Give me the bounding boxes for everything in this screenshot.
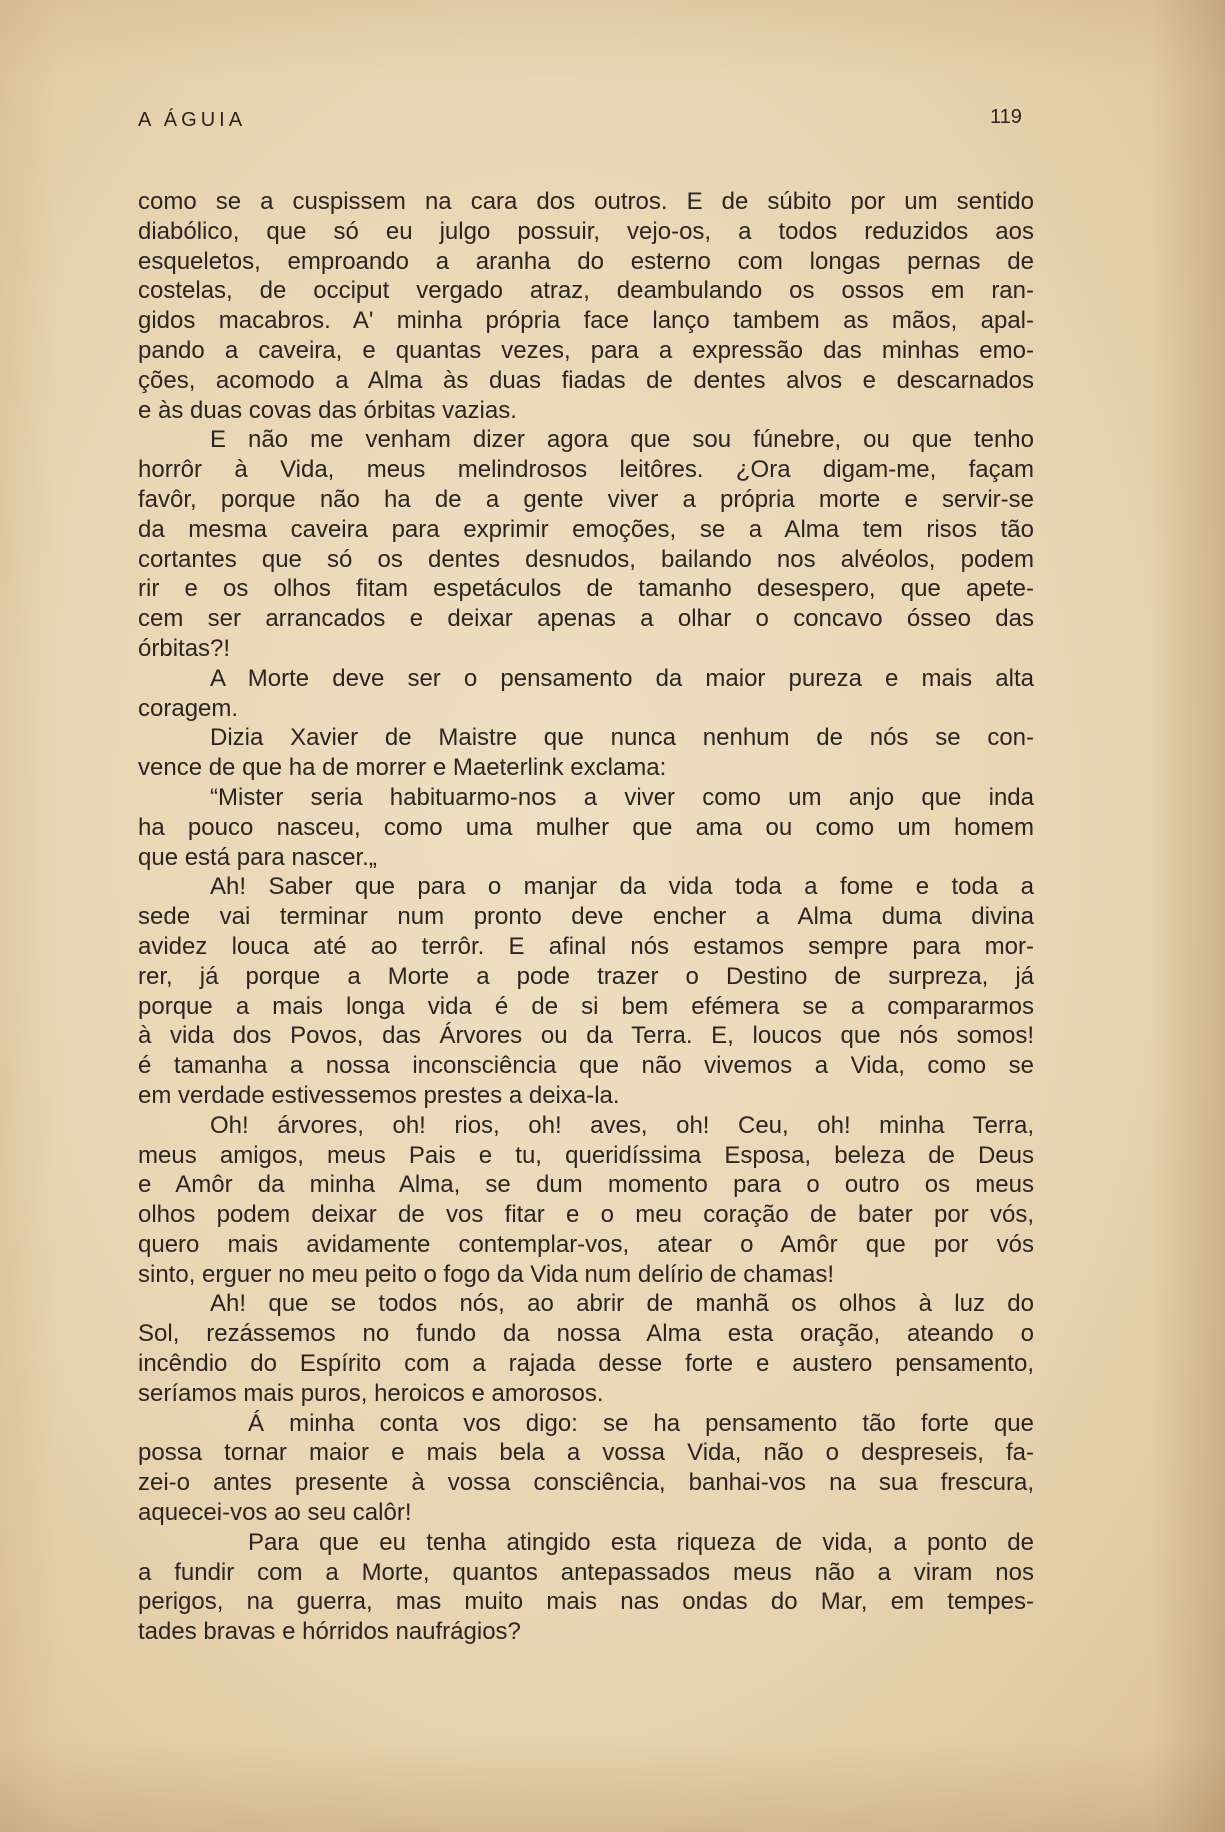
text-line: sede vai terminar num pronto deve encher a Alma duma divina — [138, 903, 1034, 931]
text-line: Á minha conta vos digo: se ha pensamento tão forte que — [248, 1409, 1034, 1437]
text-line: costelas, de occiput vergado atraz, deambulando os ossos em ran- — [138, 277, 1034, 305]
text-line: pando a caveira, e quantas vezes, para a expressão das minhas emo- — [138, 336, 1034, 364]
text-line: em verdade estivessemos prestes a deixa-la. — [138, 1081, 620, 1109]
text-line: favôr, porque não ha de a gente viver a própria morte e servir-se — [138, 485, 1034, 513]
text-line: E não me venham dizer agora que sou fúnebre, ou que tenho — [210, 426, 1034, 454]
text-line: olhos podem deixar de vos fitar e o meu coração de bater por vós, — [138, 1201, 1034, 1229]
paragraph — [138, 1528, 1034, 1647]
paragraph — [138, 1111, 1034, 1290]
running-title: A ÁGUIA — [138, 109, 247, 131]
text-line: à vida dos Povos, das Árvores ou da Terra. E, loucos que nós somos! — [138, 1022, 1034, 1050]
paragraph — [138, 1289, 1034, 1408]
text-line: da mesma caveira para exprimir emoções, se a Alma tem risos tão — [138, 515, 1034, 543]
text-line: diabólico, que só eu julgo possuir, vejo-os, a todos reduzidos aos — [138, 217, 1034, 245]
text-line: órbitas?! — [138, 634, 231, 662]
text-line: coragem. — [138, 694, 239, 722]
text-line: gidos macabros. A' minha própria face lanço tambem as mãos, apal- — [138, 307, 1034, 335]
text-line: horrôr à Vida, meus melindrosos leitôres. ¿Ora digam-me, façam — [138, 456, 1034, 484]
paragraph — [138, 872, 1034, 1110]
text-line: meus amigos, meus Pais e tu, queridíssima Esposa, beleza de Deus — [138, 1141, 1034, 1169]
text-line: sinto, erguer no meu peito o fogo da Vida num delírio de chamas! — [138, 1260, 834, 1288]
text-line: a fundir com a Morte, quantos antepassados meus não a viram nos — [138, 1558, 1034, 1586]
text-line: cortantes que só os dentes desnudos, bailando nos alvéolos, podem — [138, 545, 1034, 573]
text-line: perigos, na guerra, mas muito mais nas ondas do Mar, em tempes- — [138, 1588, 1034, 1616]
text-line: esqueletos, emproando a aranha do esterno com longas pernas de — [138, 247, 1034, 275]
text-line: Ah! Saber que para o manjar da vida toda a fome e toda a — [210, 873, 1034, 901]
text-line: é tamanha a nossa inconsciência que não vivemos a Vida, como se — [138, 1052, 1034, 1080]
page-number: 119 — [990, 106, 1022, 128]
text-line: Ah! que se todos nós, ao abrir de manhã os olhos à luz do — [210, 1290, 1034, 1318]
text-line: seríamos mais puros, heroicos e amorosos. — [138, 1379, 604, 1407]
text-line: “Mister seria habituarmo-nos a viver como um anjo que inda — [210, 783, 1034, 811]
paragraph — [138, 187, 1034, 425]
text-line: aquecei-vos ao seu calôr! — [138, 1499, 412, 1527]
text-line: como se a cuspissem na cara dos outros. E de súbito por um sentido — [138, 188, 1034, 215]
text-line: quero mais avidamente contemplar-vos, atear o Amôr que por vós — [138, 1230, 1034, 1258]
text-line: rir e os olhos fitam espetáculos de tamanho desespero, que apete- — [138, 575, 1034, 603]
text-line: tades bravas e hórridos naufrágios? — [138, 1618, 521, 1646]
paragraph — [138, 425, 1034, 663]
text-line: A Morte deve ser o pensamento da maior pureza e mais alta — [210, 664, 1034, 692]
paragraph — [138, 723, 1034, 783]
paragraph — [138, 783, 1034, 872]
text-line: Sol, rezássemos no fundo da nossa Alma esta oração, ateando o — [138, 1320, 1034, 1348]
text-line: possa tornar maior e mais bela a vossa Vida, não o despreseis, fa- — [138, 1439, 1034, 1467]
text-line: vence de que ha de morrer e Maeterlink exclama: — [138, 754, 667, 782]
text-line: incêndio do Espírito com a rajada desse forte e austero pensamento, — [138, 1350, 1034, 1378]
text-line: Dizia Xavier de Maistre que nunca nenhum de nós se con- — [210, 724, 1034, 752]
text-line: e às duas covas das órbitas vazias. — [138, 396, 517, 424]
text-line: ções, acomodo a Alma às duas fiadas de dentes alvos e descarnados — [138, 366, 1034, 394]
text-line: avidez louca até ao terrôr. E afinal nós estamos sempre para mor- — [138, 932, 1034, 960]
body-text — [138, 187, 1034, 1647]
text-line: Oh! árvores, oh! rios, oh! aves, oh! Ceu, oh! minha Terra, — [210, 1111, 1034, 1139]
text-line: que está para nascer.„ — [138, 843, 377, 871]
text-line: cem ser arrancados e deixar apenas a olhar o concavo ósseo das — [138, 605, 1034, 633]
text-line: Para que eu tenha atingido esta riqueza de vida, a ponto de — [248, 1528, 1034, 1556]
text-line: rer, já porque a Morte a pode trazer o Destino de surpreza, já — [138, 962, 1034, 990]
text-line: e Amôr da minha Alma, se dum momento para o outro os meus — [138, 1171, 1034, 1199]
text-line: ha pouco nasceu, como uma mulher que ama ou como um homem — [138, 813, 1034, 841]
text-line: zei-o antes presente à vossa consciência, banhai-vos na sua frescura, — [138, 1469, 1034, 1497]
paragraph — [138, 664, 1034, 724]
text-line: porque a mais longa vida é de si bem efémera se a compararmos — [138, 992, 1034, 1020]
paragraph — [138, 1409, 1034, 1528]
